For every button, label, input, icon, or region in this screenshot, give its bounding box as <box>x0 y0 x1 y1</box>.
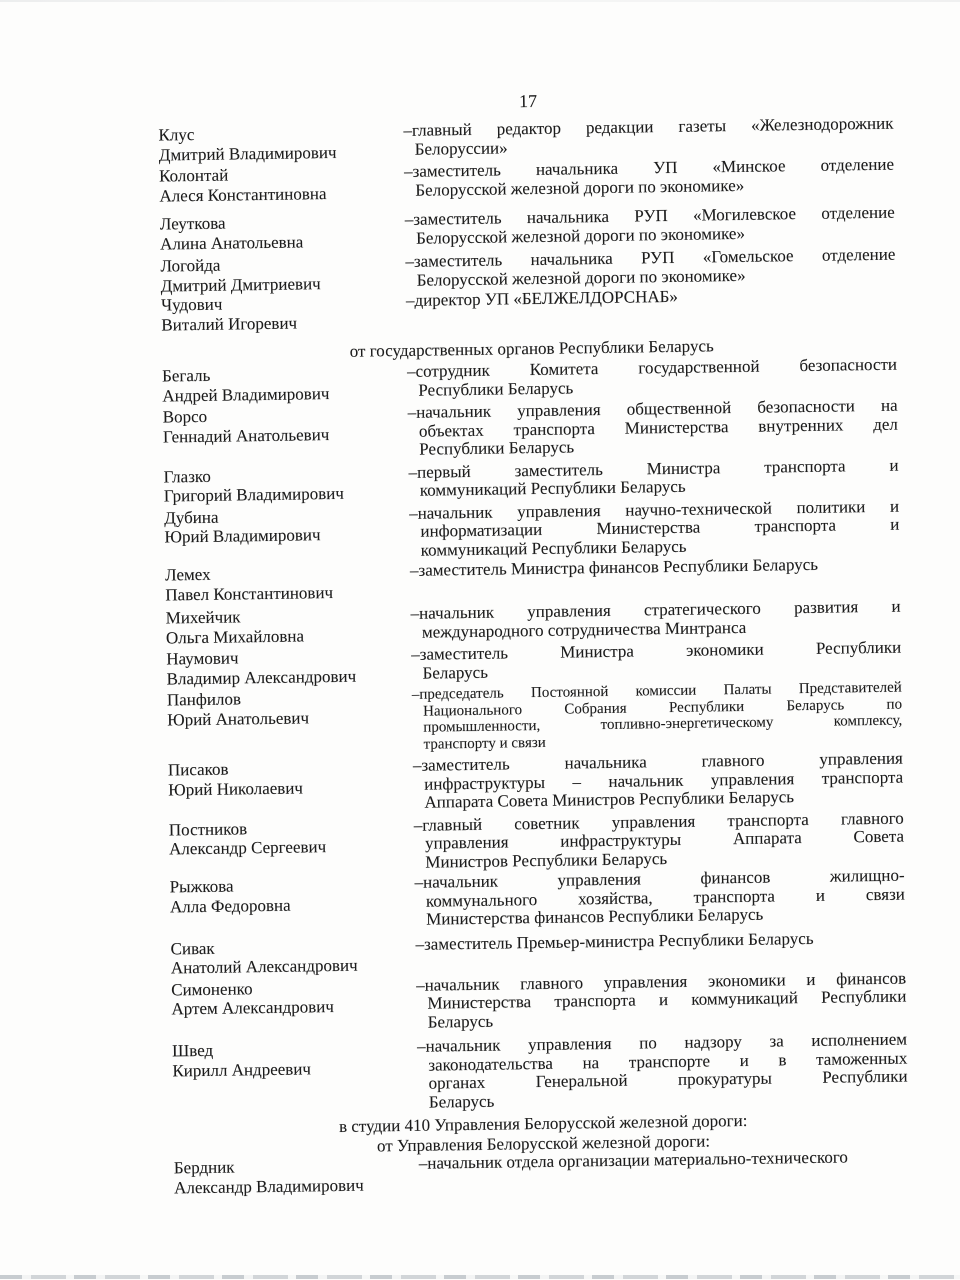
position-line: Министерства транспорта и коммуникаций Республики <box>427 986 907 1013</box>
entry-position <box>404 156 894 200</box>
position-line: –директор УП «БЕЛЖЕЛДОРСНАБ» <box>405 286 678 310</box>
entry-given-names: Юрий Анатольевич <box>167 707 310 729</box>
roster-entry <box>164 497 905 563</box>
entry-position <box>410 598 900 642</box>
entry-position <box>415 928 905 954</box>
roster-entry <box>171 969 912 1035</box>
position-line: –начальник управления научно-технической политики и <box>408 496 900 523</box>
roster-entry <box>169 809 910 875</box>
entry-name-cell <box>169 874 415 917</box>
entry-name-cell <box>163 404 409 447</box>
roster-entry <box>159 156 899 206</box>
page-content <box>158 85 914 1198</box>
roster-entry <box>163 397 904 463</box>
entry-surname: Ворсо <box>162 406 208 427</box>
position-line: Аппарата Совета Министров Республики Беларусь <box>424 787 795 812</box>
position-line: коммуникаций Республики Беларусь <box>419 476 686 500</box>
position-line: международного сотрудничества Минтранса <box>421 617 747 642</box>
entry-given-names: Кирилл Андреевич <box>172 1058 312 1080</box>
position-line: информатизации Министерства транспорта и <box>420 514 900 541</box>
position-line: объектах транспорта Министерства внутренних дел <box>418 414 898 441</box>
position-line: –первый заместитель Министра транспорта и <box>408 455 899 482</box>
position-line: Беларусь <box>428 1091 495 1112</box>
entry-given-names: Ольга Михайловна <box>165 625 305 647</box>
entry-surname: Логойда <box>160 255 221 276</box>
entry-name-cell <box>159 163 405 206</box>
entry-surname: Писаков <box>167 759 229 780</box>
entry-surname: Рыжкова <box>169 876 234 897</box>
entry-given-names: Юрий Николаевич <box>168 777 304 799</box>
section-heading: от государственных органов Республики Беларусь <box>349 336 714 361</box>
entry-position <box>417 1031 908 1112</box>
entry-name-cell <box>162 363 408 406</box>
entry-surname: Бегаль <box>161 365 211 386</box>
position-line: законодательства на транспорте и в таможенных <box>428 1048 908 1075</box>
entry-name-cell <box>166 646 412 689</box>
entry-position <box>411 639 901 683</box>
entry-position <box>405 246 895 290</box>
entry-position <box>414 867 905 930</box>
position-line: Белорусской железной дороги по экономике» <box>415 223 746 248</box>
position-line: Министерства финансов Республики Беларусь <box>425 904 764 929</box>
entry-given-names: Владимир Александрович <box>166 666 357 688</box>
entry-surname: Михейчик <box>165 607 241 628</box>
position-line: –заместитель Министра экономики Республики <box>411 637 902 664</box>
position-line: –начальник управления финансов жилищно- <box>414 865 905 892</box>
entry-name-cell <box>172 1038 418 1081</box>
position-line: –начальник управления стратегического развития и <box>410 596 901 623</box>
position-line: транспорту и связи <box>423 734 546 753</box>
position-line: промышленности, топливно-энергетическому комплексу, <box>423 712 903 736</box>
scan-bottom-edge-artifact <box>0 1275 960 1279</box>
entry-name-cell <box>160 253 406 296</box>
roster-entry <box>167 679 908 756</box>
position-line: –заместитель Премьер-министра Республики Беларусь <box>415 928 814 954</box>
entry-given-names: Алеся Константиновна <box>159 183 327 206</box>
entry-surname: Швед <box>171 1040 214 1061</box>
position-line: коммуникаций Республики Беларусь <box>420 536 687 560</box>
entry-name-cell <box>174 1155 420 1198</box>
entry-name-cell <box>161 292 407 335</box>
entry-surname: Чудович <box>160 294 223 315</box>
entry-name-cell <box>164 504 410 547</box>
entry-surname: Симоненко <box>171 978 253 999</box>
position-line: –заместитель начальника главного управления <box>412 748 903 775</box>
entry-position <box>405 204 895 248</box>
entry-surname: Колонтай <box>158 165 229 186</box>
entry-position <box>407 397 898 460</box>
position-line: Беларусь <box>422 662 489 683</box>
entry-given-names: Григорий Владимирович <box>163 483 344 506</box>
entry-surname: Бердник <box>173 1157 235 1178</box>
entry-surname: Панфилов <box>166 689 242 710</box>
position-line: –сотрудник Комитета государственной безопасности <box>406 354 898 381</box>
roster-entry <box>172 1030 913 1115</box>
entry-given-names: Алла Федоровна <box>169 895 291 916</box>
position-line: Белорусской железной дороги по экономике» <box>415 175 745 200</box>
entry-name-cell <box>160 211 406 254</box>
entry-name-cell <box>170 935 416 978</box>
position-line: –заместитель Министра финансов Республики Беларусь <box>409 554 819 580</box>
entry-surname: Леуткова <box>159 213 226 234</box>
position-line: Национального Собрания Республики Беларусь по <box>422 696 903 720</box>
entry-given-names: Андрей Владимирович <box>162 383 330 405</box>
position-line: –заместитель начальника РУП «Могилевское отделение <box>404 202 895 229</box>
entry-name-cell <box>167 687 413 730</box>
entry-given-names: Дмитрий Владимирович <box>158 142 337 165</box>
entry-given-names: Артем Александрович <box>171 997 334 1019</box>
position-line: Министров Республики Беларусь <box>425 848 668 872</box>
position-line: –начальник управления общественной безопасности на <box>407 395 898 422</box>
source-heading: от Управления Белорусской железной дороги: <box>376 1130 711 1155</box>
entry-given-names: Павел Константинович <box>165 582 334 604</box>
position-line: –главный редактор редакции газеты «Железнодорожник <box>403 113 894 140</box>
entry-surname: Сивак <box>170 938 215 958</box>
entry-position <box>412 680 903 753</box>
entry-position <box>413 750 904 813</box>
entry-name-cell <box>171 976 417 1019</box>
entry-given-names: Дмитрий Дмитриевич <box>160 273 321 295</box>
entry-name-cell <box>165 562 411 605</box>
entry-position <box>409 497 900 560</box>
entry-position <box>408 456 898 500</box>
position-line: –председатель Постоянной комиссии Палаты Представителей <box>411 679 902 703</box>
position-line: управления инфраструктуры Аппарата Совета <box>424 826 905 853</box>
entry-surname: Дубина <box>164 507 219 527</box>
entry-name-cell <box>166 605 412 648</box>
entry-name-cell <box>158 122 404 165</box>
entry-given-names: Алина Анатольевна <box>159 231 304 254</box>
entry-position <box>403 115 893 159</box>
entry-surname: Глазко <box>163 466 211 486</box>
studio-heading: в студии 410 Управления Белорусской железной дороги: <box>338 1110 748 1136</box>
position-line: Белорусской железной дороги по экономике» <box>416 265 746 290</box>
entry-given-names: Анатолий Александрович <box>170 955 358 978</box>
position-line: Белоруссии» <box>414 137 508 159</box>
entry-position <box>407 356 897 400</box>
position-line: –начальник главного управления экономики и финансов <box>415 968 907 995</box>
position-line: коммунального хозяйства, транспорта и связи <box>425 884 905 911</box>
entry-given-names: Александр Владимирович <box>173 1175 364 1197</box>
entry-given-names: Юрий Владимирович <box>164 525 321 547</box>
position-line: –начальник управления по надзору за исполнением <box>416 1029 908 1056</box>
entry-surname: Наумович <box>166 648 239 669</box>
position-line: –заместитель начальника УП «Минское отделение <box>403 154 895 181</box>
position-line: Республики Беларусь <box>418 377 574 400</box>
entry-name-cell <box>169 816 415 859</box>
position-line: Беларусь <box>427 1011 494 1032</box>
entry-given-names: Виталий Игоревич <box>161 312 298 334</box>
roster-entry <box>169 866 910 932</box>
entry-name-cell <box>163 463 409 506</box>
entry-surname: Постников <box>168 818 248 839</box>
position-line: –главный советник управления транспорта главного <box>413 808 904 835</box>
entry-surname: Лемех <box>164 564 211 585</box>
entry-position <box>416 969 907 1032</box>
position-line: Республики Беларусь <box>419 437 575 459</box>
entry-given-names: Александр Сергеевич <box>168 837 327 859</box>
entry-given-names: Геннадий Анатольевич <box>162 424 330 446</box>
entry-name-cell <box>168 757 414 800</box>
entry-position <box>414 809 905 872</box>
page-number: 17 <box>518 90 538 112</box>
roster-entry <box>168 749 909 815</box>
position-line: органах Генеральной прокуратуры Республики <box>428 1066 908 1093</box>
entry-surname: Клус <box>158 124 195 145</box>
position-line: –заместитель начальника РУП «Гомельское отделение <box>405 244 896 271</box>
roster-entry <box>165 554 905 604</box>
position-line: инфраструктуры – начальник управления транспорта <box>423 767 904 794</box>
position-line: –начальник отдела организации материально-технического <box>418 1147 848 1173</box>
